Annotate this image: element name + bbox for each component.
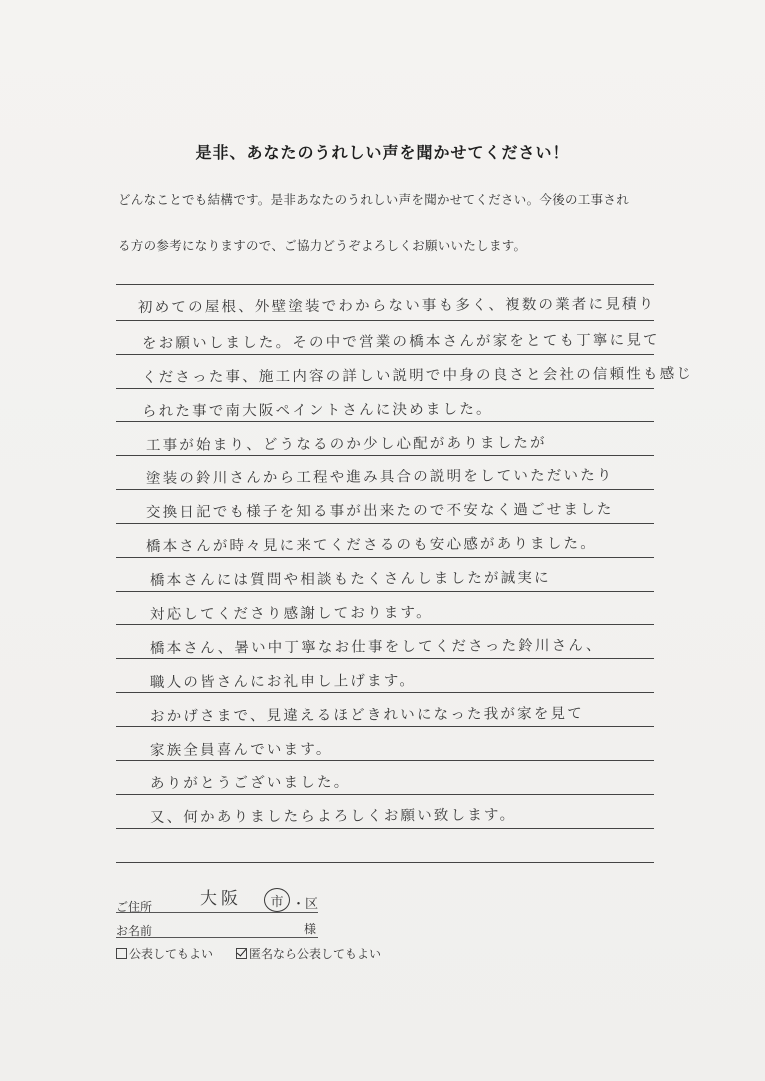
- publish-checkbox[interactable]: [116, 948, 127, 959]
- intro-text-line-2: る方の参考になりますので、ご協力どうぞよろしくお願いいたします。: [118, 238, 527, 253]
- ruled-line: [116, 794, 654, 795]
- handwritten-line: 塗装の鈴川さんから工程や進み具合の説明をしていただいたり: [145, 467, 614, 487]
- handwritten-line: 初めての屋根、外壁塗装でわからない事も多く、複数の業者に見積り: [137, 296, 656, 316]
- ruled-line: [116, 658, 654, 659]
- handwritten-line: おかげさまで、見違えるほどきれいになった我が家を見て: [149, 705, 584, 725]
- address-label: ご住所: [116, 900, 153, 914]
- handwritten-line: くださった事、施工内容の詳しい説明で中身の良さと会社の信頼性も感じ: [141, 366, 694, 386]
- handwritten-line: 橋本さんには質問や相談もたくさんしましたが誠実に: [149, 570, 551, 589]
- ruled-line: [116, 591, 654, 592]
- ruled-line: [116, 692, 654, 693]
- handwritten-line: 交換日記でも様子を知る事が出来たので不安なく過ごせました: [145, 501, 614, 521]
- ruled-line: [116, 388, 654, 389]
- anonymous-checkbox[interactable]: [236, 948, 247, 959]
- option-anonymous[interactable]: 匿名なら公表してもよい: [236, 945, 381, 962]
- name-underline: [116, 937, 318, 938]
- address-underline: [116, 912, 318, 913]
- handwritten-line: 家族全員喜んでいます。: [149, 741, 333, 759]
- handwritten-line: 対応してくださり感謝しております。: [149, 605, 433, 623]
- ruled-line: [116, 320, 654, 321]
- ruled-line: [116, 523, 654, 524]
- ruled-line: [116, 726, 654, 727]
- intro-text-line-1: どんなことでも結構です。是非あなたのうれしい声を聞かせてください。今後の工事され: [118, 192, 630, 207]
- handwritten-line: をお願いしました。その中で営業の橋本さんが家をとても丁寧に見て: [141, 332, 660, 352]
- ruled-line: [116, 828, 654, 829]
- handwritten-line: 橋本さん、暑い中丁寧なお仕事をしてくださった鈴川さん、: [149, 637, 603, 657]
- handwritten-line: 橋本さんが時々見に来てくださるのも安心感がありました。: [145, 535, 597, 555]
- ruled-line: [116, 624, 654, 625]
- handwritten-line: ありがとうございました。: [149, 774, 351, 792]
- ruled-line: [116, 421, 654, 422]
- ruled-line: [116, 489, 654, 490]
- address-suffix: ・区: [292, 897, 319, 912]
- ruled-line: [116, 760, 654, 761]
- ruled-line: [116, 284, 654, 285]
- option-publish[interactable]: 公表してもよい: [116, 945, 213, 962]
- page-title: 是非、あなたのうれしい声を聞かせてください！: [195, 143, 570, 162]
- name-suffix: 様: [304, 922, 317, 936]
- address-handwritten: 大阪: [200, 889, 242, 909]
- handwritten-line: 又、何かありましたらよろしくお願い致します。: [149, 807, 517, 826]
- ruled-line: [116, 862, 654, 863]
- handwritten-line: 職人の皆さんにお礼申し上げます。: [149, 673, 417, 691]
- ruled-line: [116, 354, 654, 355]
- circled-city-mark: 市: [264, 888, 290, 912]
- handwritten-line: られた事で南大阪ペイントさんに決めました。: [141, 401, 493, 420]
- name-label: お名前: [116, 924, 153, 938]
- ruled-line: [116, 455, 654, 456]
- ruled-line: [116, 557, 654, 558]
- handwritten-line: 工事が始まり、どうなるのか少し心配がありましたが: [145, 435, 547, 454]
